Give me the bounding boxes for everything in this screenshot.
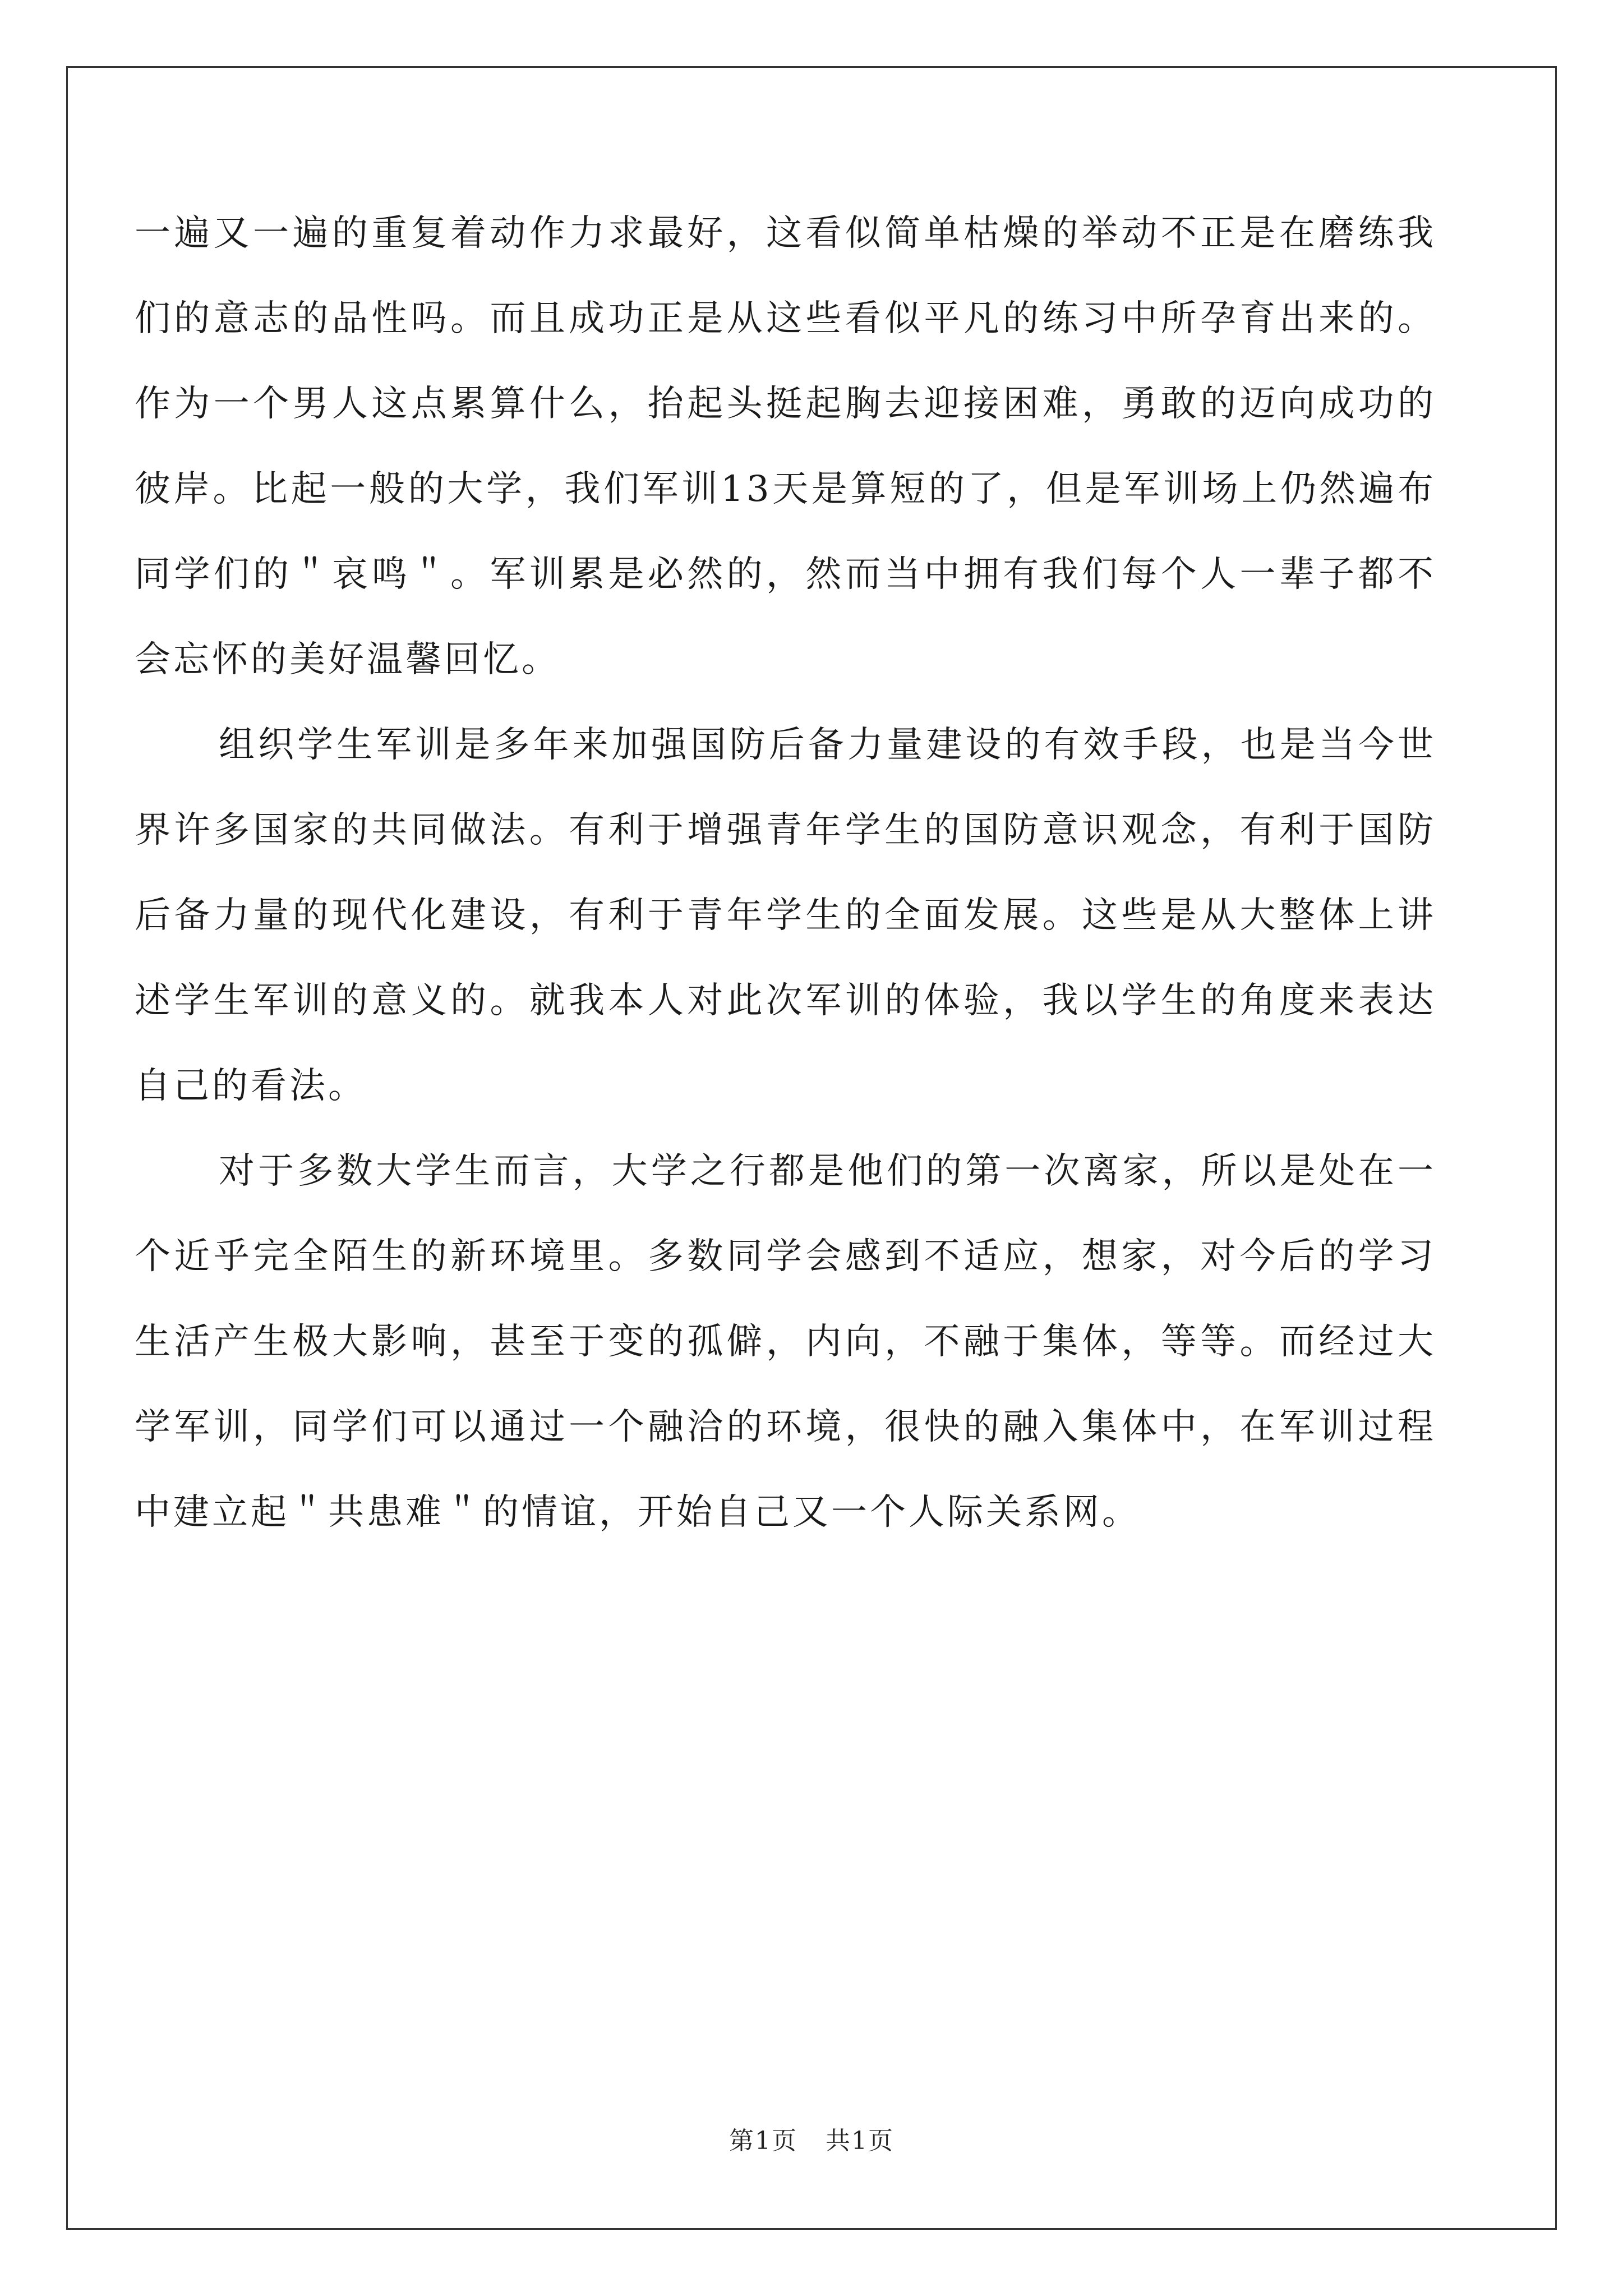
page-total: 共1页 <box>826 2127 894 2155</box>
document-body <box>135 191 1436 1555</box>
paragraph-2: 组织学生军训是多年来加强国防后备力量建设的有效手段，也是当今世界许多国家的共同做法。有利于增强青年学生的国防意识观念，有利于国防后备力量的现代化建设，有利于青年学生的全面发展。这些是从大整体上讲述学生军训的意义的。就我本人对此次军训的体验，我以学生的角度来表达自己的看法。 <box>135 724 1436 1107</box>
page-footer <box>0 2120 1623 2156</box>
page-number: 第1页 <box>729 2127 797 2155</box>
paragraph-1: 一遍又一遍的重复着动作力求最好，这看似简单枯燥的举动不正是在磨练我们的意志的品性吗。而且成功正是从这些看似平凡的练习中所孕育出来的。作为一个男人这点累算什么，抬起头挺起胸去迎接困难，勇敢的迈向成功的彼岸。比起一般的大学，我们军训13天是算短的了，但是军训场上仍然遍布同学们的＂哀鸣＂。军训累是必然的，然而当中拥有我们每个人一辈子都不会忘怀的美好温馨回忆。 <box>135 213 1436 680</box>
paragraph-3: 对于多数大学生而言，大学之行都是他们的第一次离家，所以是处在一个近乎完全陌生的新环境里。多数同学会感到不适应，想家，对今后的学习生活产生极大影响，甚至于变的孤僻，内向，不融于集体，等等。而经过大学军训，同学们可以通过一个融洽的环境，很快的融入集体中，在军训过程中建立起＂共患难＂的情谊，开始自己又一个人际关系网。 <box>135 1151 1436 1533</box>
